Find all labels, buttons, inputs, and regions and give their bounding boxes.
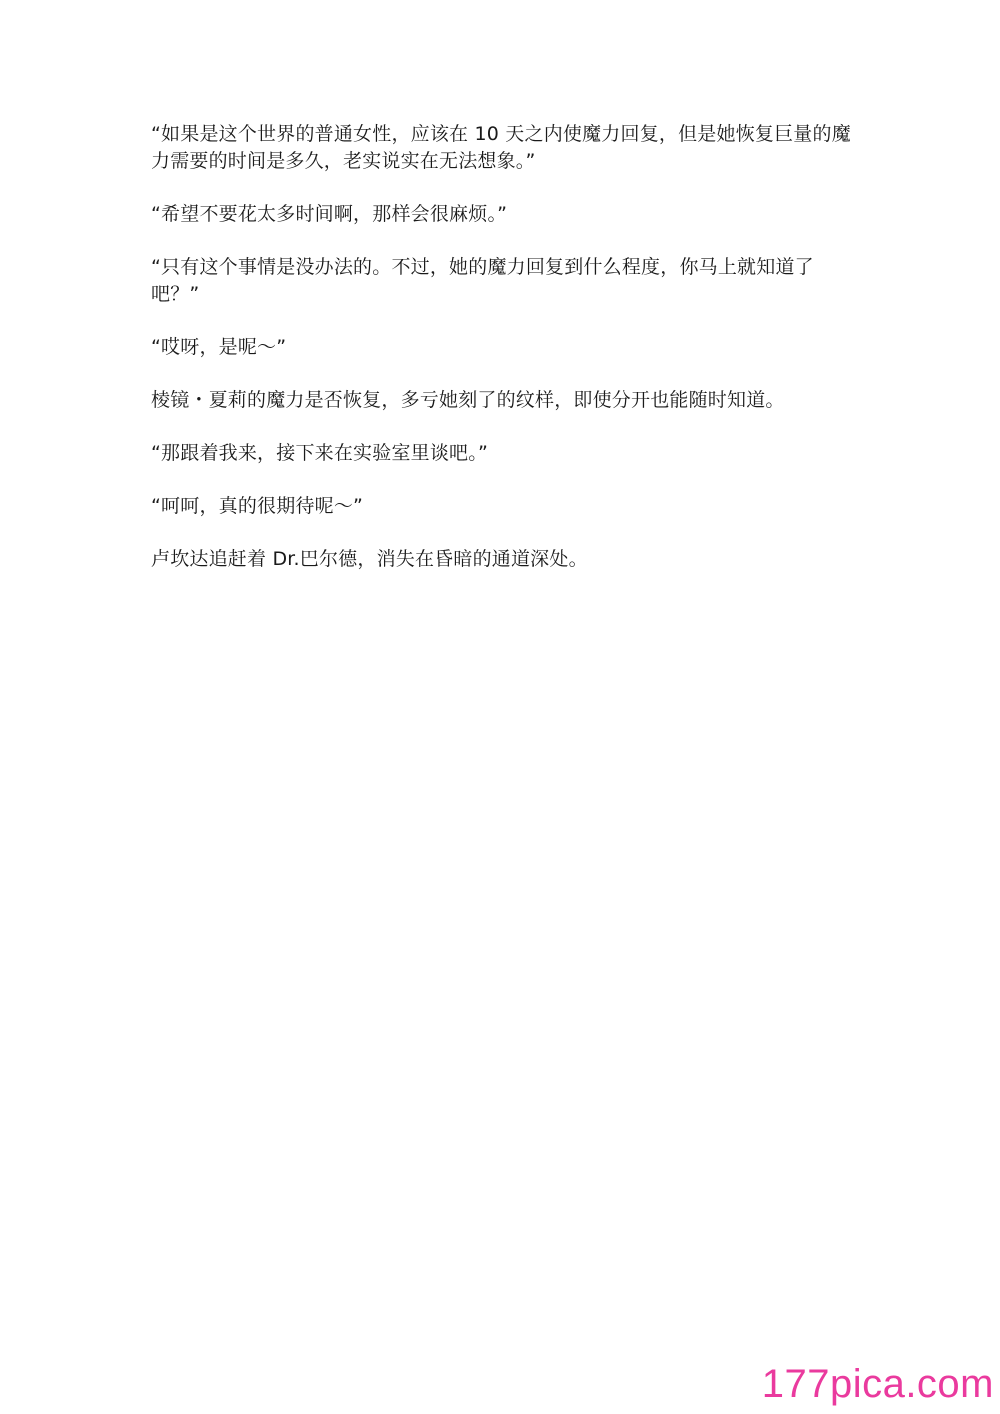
paragraph-1: “如果是这个世界的普通女性，应该在 10 天之内使魔力回复，但是她恢复巨量的魔力需要的时间是多久，老实说实在无法想象。” <box>151 123 851 172</box>
paragraph-4: “哎呀，是呢～” <box>151 336 287 358</box>
paragraph-5: 棱镜・夏莉的魔力是否恢复，多亏她刻了的纹样，即使分开也能随时知道。 <box>151 389 785 411</box>
watermark: 177pica.com <box>761 1362 994 1406</box>
paragraph-8: 卢坎达追赶着 Dr.巴尔德，消失在昏暗的通道深处。 <box>151 548 588 570</box>
paragraph-2: “希望不要花太多时间啊，那样会很麻烦。” <box>151 203 508 225</box>
text-body <box>151 121 856 599</box>
paragraph-7: “呵呵，真的很期待呢～” <box>151 495 364 517</box>
paragraph-3: “只有这个事情是没办法的。不过，她的魔力回复到什么程度，你马上就知道了吧？” <box>151 256 814 305</box>
paragraph-6: “那跟着我来，接下来在实验室里谈吧。” <box>151 442 488 464</box>
